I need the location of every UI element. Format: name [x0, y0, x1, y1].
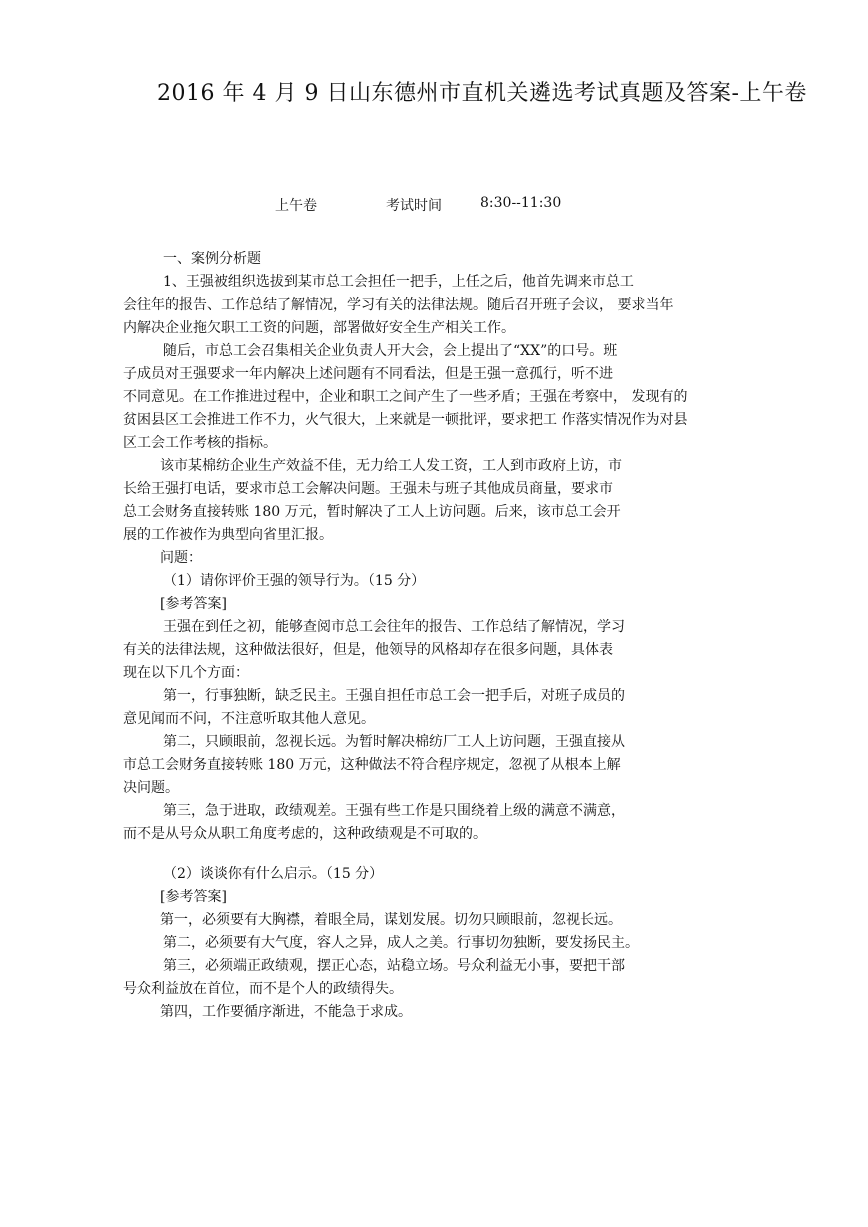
answer-heading: [参考答案] — [160, 596, 227, 612]
text-line: 第三，必须端正政绩观，摆正心态，站稳立场。号众利益无小事，要把干部 — [163, 958, 625, 974]
text-line: 随后，市总工会召集相关企业负责人开大会，会上提出了“XX”的口号。班 — [163, 343, 618, 359]
text-line: 展的工作被作为典型向省里汇报。 — [123, 527, 333, 543]
text-line: 贫困县区工会推进工作不力，火气很大，上来就是一顿批评，要求把工 作落实情况作为对县 — [123, 412, 688, 428]
text-line: 第一，必须要有大胸襟，着眼全局，谋划发展。切勿只顾眼前，忽视长远。 — [160, 912, 622, 928]
text-line: 第四，工作要循序渐进，不能急于求成。 — [160, 1004, 412, 1020]
text-line: 长给王强打电话，要求市总工会解决问题。王强未与班子其他成员商量，要求市 — [123, 481, 613, 497]
text-line: 号众利益放在首位，而不是个人的政绩得失。 — [123, 981, 403, 997]
exam-time-label: 考试时间 — [386, 198, 442, 214]
text-line: 决问题。 — [123, 780, 179, 796]
text-line: 而不是从号众从职工角度考虑的，这种政绩观是不可取的。 — [123, 826, 487, 842]
answer-heading: [参考答案] — [160, 889, 227, 905]
exam-paper-label: 上午卷 — [275, 198, 317, 214]
text-line: 市总工会财务直接转账 180 万元，这种做法不符合程序规定，忽视了从根本上解 — [123, 757, 621, 773]
text-line: 总工会财务直接转账 180 万元，暂时解决了工人上访问题。后来，该市总工会开 — [123, 504, 621, 520]
exam-time-value: 8:30--11:30 — [480, 195, 562, 211]
question-item: （1）请你评价王强的领导行为。（15 分） — [163, 573, 426, 589]
text-line: 第三，急于进取，政绩观差。王强有些工作是只围绕着上级的满意不满意， — [163, 803, 625, 819]
text-line: 会往年的报告、工作总结了解情况，学习有关的法律法规。随后召开班子会议， 要求当年 — [123, 297, 674, 313]
text-line: 第二，必须要有大气度，容人之异，成人之美。行事切勿独断，要发扬民主。 — [163, 935, 639, 951]
question-item: （2）谈谈你有什么启示。（15 分） — [163, 866, 384, 882]
text-line: 有关的法律法规，这种做法很好，但是，他领导的风格却存在很多问题，具体表 — [123, 642, 613, 658]
text-line: 王强在到任之初，能够查阅市总工会往年的报告、工作总结了解情况，学习 — [163, 619, 625, 635]
text-line: 意见闻而不问，不注意听取其他人意见。 — [123, 711, 375, 727]
text-line: 现在以下几个方面： — [123, 665, 249, 681]
document-title: 2016 年 4 月 9 日山东德州市直机关遴选考试真题及答案-上午卷 — [157, 81, 807, 106]
text-line: 内解决企业拖欠职工工资的问题，部署做好安全生产相关工作。 — [123, 320, 515, 336]
text-line: 该市某棉纺企业生产效益不佳，无力给工人发工资，工人到市政府上访，市 — [160, 458, 622, 474]
text-line: 不同意见。在工作推进过程中，企业和职工之间产生了一些矛盾；王强在考察中， 发现有的 — [123, 389, 688, 405]
text-line: 区工会工作考核的指标。 — [123, 435, 277, 451]
text-line: 子成员对王强要求一年内解决上述问题有不同看法，但是王强一意孤行，听不进 — [123, 366, 613, 382]
text-line: 1、王强被组织选拔到某市总工会担任一把手，上任之后，他首先调来市总工 — [163, 274, 634, 290]
text-line: 第一，行事独断，缺乏民主。王强自担任市总工会一把手后，对班子成员的 — [163, 688, 625, 704]
question-heading: 问题： — [160, 550, 202, 566]
section-heading: 一、案例分析题 — [163, 251, 261, 267]
text-line: 第二，只顾眼前，忽视长远。为暂时解决棉纺厂工人上访问题，王强直接从 — [163, 734, 625, 750]
